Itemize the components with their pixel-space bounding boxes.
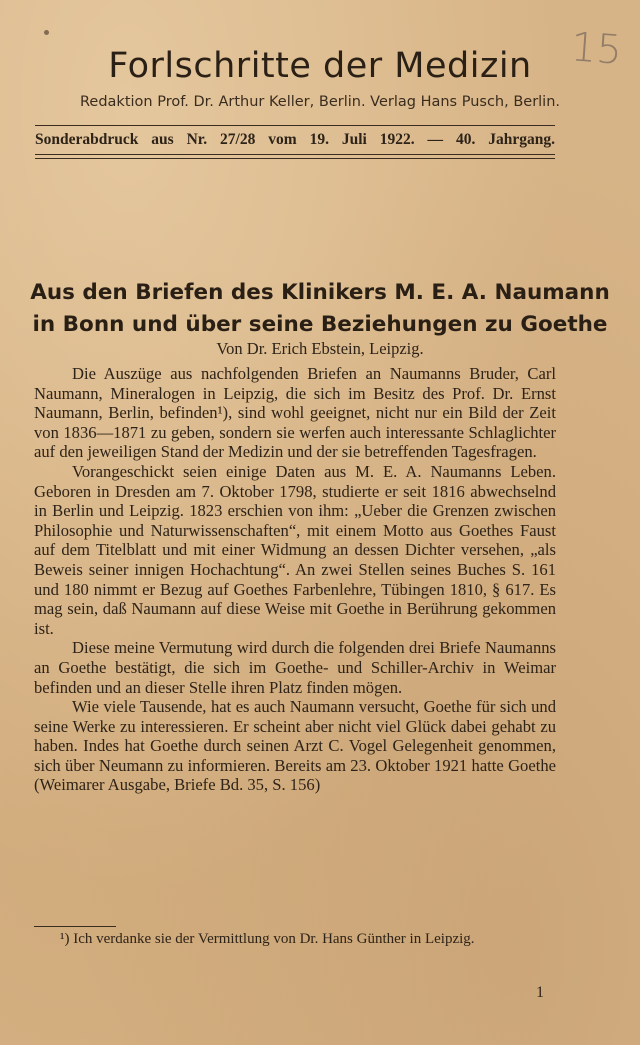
- paragraph: Vorangeschickt seien einige Daten aus M. E. A. Naumanns Leben. Geboren in Dresden am 7. Oktober 1798, studierte er seit 1816 abwechselnd in Berlin und Leipzig. 1823 erschien von ihm: „Ueber die Grenzen zwischen Philosophie und Naturwissenschaften“, mit einem Motto aus Goethes Faust auf dem Titelblatt und mit einer Widmung an dessen Dichter versehen, „als Beweis seiner innigen Hochachtung“. An zwei Stellen seines Buches S. 161 und 180 nimmt er Bezug auf Goethes Farbenlehre, Tübingen 1810, § 617. Es mag sein, daß Naumann auf diese Weise mit Goethe in Berührung gekommen ist.: [34, 461, 556, 638]
- author-byline: Von Dr. Erich Ebstein, Leipzig.: [216, 339, 424, 358]
- journal-title: Forlschritte der Medizin: [108, 46, 532, 86]
- header-rule-middle: [35, 154, 555, 155]
- paragraph: Diese meine Vermutung wird durch die folgenden drei Briefe Naumanns an Goethe bestätigt, die sich im Goethe- und Schiller-Archiv in Weimar befinden und an dieser Stelle ihren Platz finden mögen.: [34, 638, 556, 697]
- article-title-line-2: in Bonn und über seine Beziehungen zu Goethe: [32, 312, 608, 337]
- footnote-rule: [34, 926, 116, 927]
- ink-spot: [44, 30, 49, 35]
- article-title: [0, 277, 640, 341]
- header-rule-top: [35, 125, 555, 126]
- footnote: ¹) Ich verdanke sie der Vermittlung von Dr. Hans Günther in Leipzig.: [60, 931, 475, 947]
- article-body: [34, 364, 556, 795]
- paragraph: Wie viele Tausende, hat es auch Naumann versucht, Goethe für sich und seine Werke zu interessieren. Er scheint aber nicht viel Glück dabei gehabt zu haben. Indes hat Goethe durch seinen Arzt C. Vogel Gelegenheit genommen, sich über Neumann zu informieren. Bereits am 23. Oktober 1921 hatte Goethe (Weimarer Ausgabe, Briefe Bd. 35, S. 156): [34, 697, 556, 795]
- article-title-line-1: Aus den Briefen des Klinikers M. E. A. Naumann: [30, 280, 610, 305]
- page-number: 1: [536, 984, 544, 1001]
- paragraph: Die Auszüge aus nachfolgenden Briefen an Naumanns Bruder, Carl Naumann, Mineralogen in Leipzig, die sich im Besitz des Prof. Dr. Ernst Naumann, Berlin, befinden¹), sind wohl geeignet, nicht nur ein Bild der Zeit von 1836—1871 zu geben, sondern sie werfen auch interessante Schlaglichter auf den jeweiligen Stand der Medizin und der sie betreffenden Tagesfragen.: [34, 364, 556, 462]
- editorial-line: Redaktion Prof. Dr. Arthur Keller, Berlin. Verlag Hans Pusch, Berlin.: [79, 94, 561, 110]
- header-rule-bottom: [35, 158, 555, 159]
- handwritten-page-note: 15: [569, 24, 624, 74]
- offprint-line: Sonderabdruck aus Nr. 27/28 vom 19. Juli 1922. — 40. Jahrgang.: [35, 131, 555, 148]
